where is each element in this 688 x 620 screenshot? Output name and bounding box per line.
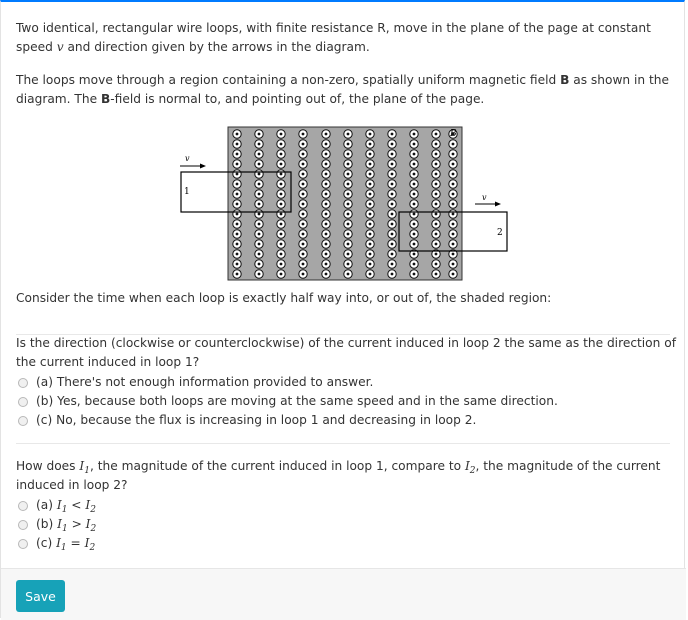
save-button[interactable]: Save (16, 580, 65, 612)
field-dot-center (258, 193, 261, 196)
field-dot-center (236, 143, 239, 146)
field-dot-center (391, 223, 394, 226)
field-dot-center (347, 273, 350, 276)
field-dot-center (391, 263, 394, 266)
field-dot-center (452, 163, 455, 166)
field-dot-center (435, 143, 438, 146)
field-dot-center (280, 153, 283, 156)
field-dot-center (435, 213, 438, 216)
field-dot-center (236, 163, 239, 166)
field-dot-center (325, 263, 328, 266)
field-dot-center (280, 213, 283, 216)
consider-text: Consider the time when each loop is exactly half way into, or out of, the shaded region: (16, 291, 552, 305)
field-dot-center (325, 233, 328, 236)
field-dot-center (325, 273, 328, 276)
field-dot-center (325, 193, 328, 196)
radio-button[interactable] (18, 501, 28, 511)
field-dot-center (413, 223, 416, 226)
field-dot-center (302, 163, 305, 166)
field-dot-center (258, 153, 261, 156)
field-dot-center (302, 193, 305, 196)
field-dot-center (347, 183, 350, 186)
field-dot-center (280, 203, 283, 206)
field-dot-center (413, 153, 416, 156)
field-dot-center (413, 173, 416, 176)
field-dot-center (435, 173, 438, 176)
field-dot-center (391, 203, 394, 206)
field-dot-center (236, 153, 239, 156)
field-dot-center (369, 203, 372, 206)
field-dot-center (236, 223, 239, 226)
field-dot-center (236, 173, 239, 176)
field-dot-center (258, 223, 261, 226)
field-dot-center (369, 153, 372, 156)
field-dot-center (258, 173, 261, 176)
field-dot-center (413, 263, 416, 266)
field-dot-center (369, 253, 372, 256)
part-a-option-c[interactable]: (c) No, because the flux is increasing in loop 1 and decreasing in loop 2. (16, 411, 558, 430)
field-dot-center (369, 183, 372, 186)
field-dot-center (236, 233, 239, 236)
field-dot-center (452, 273, 455, 276)
field-dot-center (435, 253, 438, 256)
field-dot-center (280, 253, 283, 256)
field-dot-center (347, 203, 350, 206)
field-dot-center (452, 223, 455, 226)
field-dot-center (347, 263, 350, 266)
field-dot-center (325, 133, 328, 136)
divider (16, 443, 670, 444)
field-dot-center (258, 243, 261, 246)
field-dot-center (236, 253, 239, 256)
field-dot-center (413, 203, 416, 206)
field-dot-center (452, 263, 455, 266)
loop-1-arrow-head (200, 164, 206, 169)
field-dot-center (369, 163, 372, 166)
field-dot-center (302, 143, 305, 146)
field-dot-center (369, 143, 372, 146)
field-dot-center (258, 213, 261, 216)
field-dot-center (413, 253, 416, 256)
field-dot-center (391, 213, 394, 216)
field-dot-center (325, 243, 328, 246)
field-dot-center (280, 223, 283, 226)
part-b-option-c[interactable]: (c) $I_1 = I_2$ (16, 534, 96, 553)
field-dot-center (258, 163, 261, 166)
field-dot-center (236, 203, 239, 206)
field-dot-center (435, 133, 438, 136)
field-dot-center (280, 133, 283, 136)
field-dot-center (391, 143, 394, 146)
field-dot-center (435, 223, 438, 226)
field-dot-center (347, 173, 350, 176)
field-dot-center (369, 263, 372, 266)
field-dot-center (391, 253, 394, 256)
part-b-options (16, 496, 96, 553)
field-dot-center (302, 253, 305, 256)
loop-2-arrow-head (495, 202, 501, 207)
field-dot-center (452, 173, 455, 176)
radio-button[interactable] (18, 397, 28, 407)
field-dot-center (452, 193, 455, 196)
field-dot-center (435, 203, 438, 206)
field-dot-center (391, 243, 394, 246)
field-dot-center (452, 153, 455, 156)
field-dot-center (452, 253, 455, 256)
field-dot-center (369, 223, 372, 226)
field-dot-center (435, 243, 438, 246)
field-dot-center (413, 213, 416, 216)
field-dot-center (280, 183, 283, 186)
footer-bar (1, 568, 686, 620)
radio-button[interactable] (18, 378, 28, 388)
field-dot-center (452, 203, 455, 206)
field-dot-center (258, 133, 261, 136)
field-dot-center (302, 233, 305, 236)
field-dot-center (391, 163, 394, 166)
field-dot-center (369, 133, 372, 136)
field-dot-center (391, 193, 394, 196)
field-dot-center (435, 273, 438, 276)
field-dot-center (280, 143, 283, 146)
field-dot-center (236, 273, 239, 276)
field-dot-center (302, 173, 305, 176)
field-dot-center (435, 233, 438, 236)
loop-2-label: 2 (497, 228, 503, 238)
field-dot-center (391, 233, 394, 236)
field-dot-center (302, 213, 305, 216)
field-dot-center (325, 163, 328, 166)
part-a-option-b[interactable]: (b) Yes, because both loops are moving at the same speed and in the same direction. (16, 392, 558, 411)
field-dot-center (369, 273, 372, 276)
field-dot-center (325, 183, 328, 186)
field-dot-center (302, 183, 305, 186)
field-dot-center (347, 223, 350, 226)
loop-2-velocity-label: v (482, 193, 487, 202)
field-dot-center (347, 243, 350, 246)
field-dot-center (391, 133, 394, 136)
intro-paragraph-1: Two identical, rectangular wire loops, with finite resistance R, move in the plane of the page at constant speed v and direction given by the arrows in the diagram. (16, 21, 651, 54)
field-dot-center (413, 243, 416, 246)
field-dot-center (452, 143, 455, 146)
field-dot-center (236, 263, 239, 266)
part-b-option-b[interactable]: (b) $I_1 > I_2$ (16, 515, 96, 534)
field-dot-center (302, 153, 305, 156)
part-a-prompt: Is the direction (clockwise or counterclockwise) of the current induced in loop 2 the same as the direction of the current induced in loop 1? (16, 336, 676, 369)
field-dot-center (280, 163, 283, 166)
field-dot-center (452, 213, 455, 216)
field-dot-center (435, 163, 438, 166)
field-dot-center (280, 173, 283, 176)
field-dot-center (413, 143, 416, 146)
field-dot-center (325, 223, 328, 226)
field-dot-center (369, 213, 372, 216)
field-dot-center (325, 153, 328, 156)
part-b-prompt: How does $I_1$, the magnitude of the current induced in loop 1, compare to $I_2$, the magnitude of the current induced in loop 2? (16, 459, 661, 492)
field-dot-center (413, 193, 416, 196)
field-dot-center (280, 263, 283, 266)
field-dot-center (413, 133, 416, 136)
field-dot-center (347, 233, 350, 236)
field-dot-center (391, 273, 394, 276)
field-dot-center (369, 233, 372, 236)
field-dot-center (413, 233, 416, 236)
field-dot-center (369, 193, 372, 196)
part-a-option-a[interactable]: (a) There's not enough information provided to answer. (16, 373, 558, 392)
part-a-options (16, 373, 558, 430)
field-dot-center (236, 243, 239, 246)
field-dot-center (302, 263, 305, 266)
field-dot-center (325, 143, 328, 146)
field-dot-center (452, 233, 455, 236)
field-dot-center (325, 203, 328, 206)
field-dot-center (347, 253, 350, 256)
loop-1-label: 1 (184, 187, 190, 197)
field-dot-center (236, 193, 239, 196)
field-dot-center (347, 133, 350, 136)
magnetic-field-diagram (161, 120, 521, 286)
field-dot-center (280, 233, 283, 236)
field-dot-center (280, 243, 283, 246)
field-dot-center (435, 193, 438, 196)
field-dot-center (302, 203, 305, 206)
field-dot-center (302, 133, 305, 136)
field-dot-center (391, 183, 394, 186)
field-dot-center (258, 143, 261, 146)
field-dot-center (280, 193, 283, 196)
field-dot-center (391, 153, 394, 156)
field-dot-center (452, 183, 455, 186)
field-dot-center (236, 133, 239, 136)
field-dot-center (236, 213, 239, 216)
field-dot-center (302, 273, 305, 276)
field-dot-center (258, 263, 261, 266)
field-dot-center (347, 213, 350, 216)
radio-button[interactable] (18, 416, 28, 426)
field-dot-center (325, 213, 328, 216)
field-dot-center (347, 153, 350, 156)
field-label: B (450, 129, 457, 139)
intro-paragraph-2: The loops move through a region containing a non-zero, spatially uniform magnetic field B as shown in the diagram. The B-field is normal to, and pointing out of, the plane of the page. (16, 73, 670, 106)
field-dot-center (302, 223, 305, 226)
field-dot-center (413, 163, 416, 166)
field-dot-center (391, 173, 394, 176)
field-dot-center (258, 183, 261, 186)
field-dot-center (369, 173, 372, 176)
field-dot-center (347, 143, 350, 146)
field-dot-center (258, 203, 261, 206)
field-dot-center (258, 273, 261, 276)
loop-1-velocity-label: v (185, 154, 190, 163)
field-dot-center (413, 273, 416, 276)
field-dot-center (236, 183, 239, 186)
radio-button[interactable] (18, 539, 28, 549)
field-dot-center (280, 273, 283, 276)
field-dot-center (347, 163, 350, 166)
field-dot-center (302, 243, 305, 246)
field-dot-center (452, 243, 455, 246)
field-dot-center (258, 233, 261, 236)
field-dot-center (435, 263, 438, 266)
field-dot-center (413, 183, 416, 186)
field-dot-center (347, 193, 350, 196)
field-dot-center (435, 183, 438, 186)
radio-button[interactable] (18, 520, 28, 530)
field-dot-center (325, 253, 328, 256)
field-dot-center (435, 153, 438, 156)
field-dot-center (258, 253, 261, 256)
field-dot-center (369, 243, 372, 246)
field-dot-center (325, 173, 328, 176)
part-b-option-a[interactable]: (a) $I_1 < I_2$ (16, 496, 96, 515)
